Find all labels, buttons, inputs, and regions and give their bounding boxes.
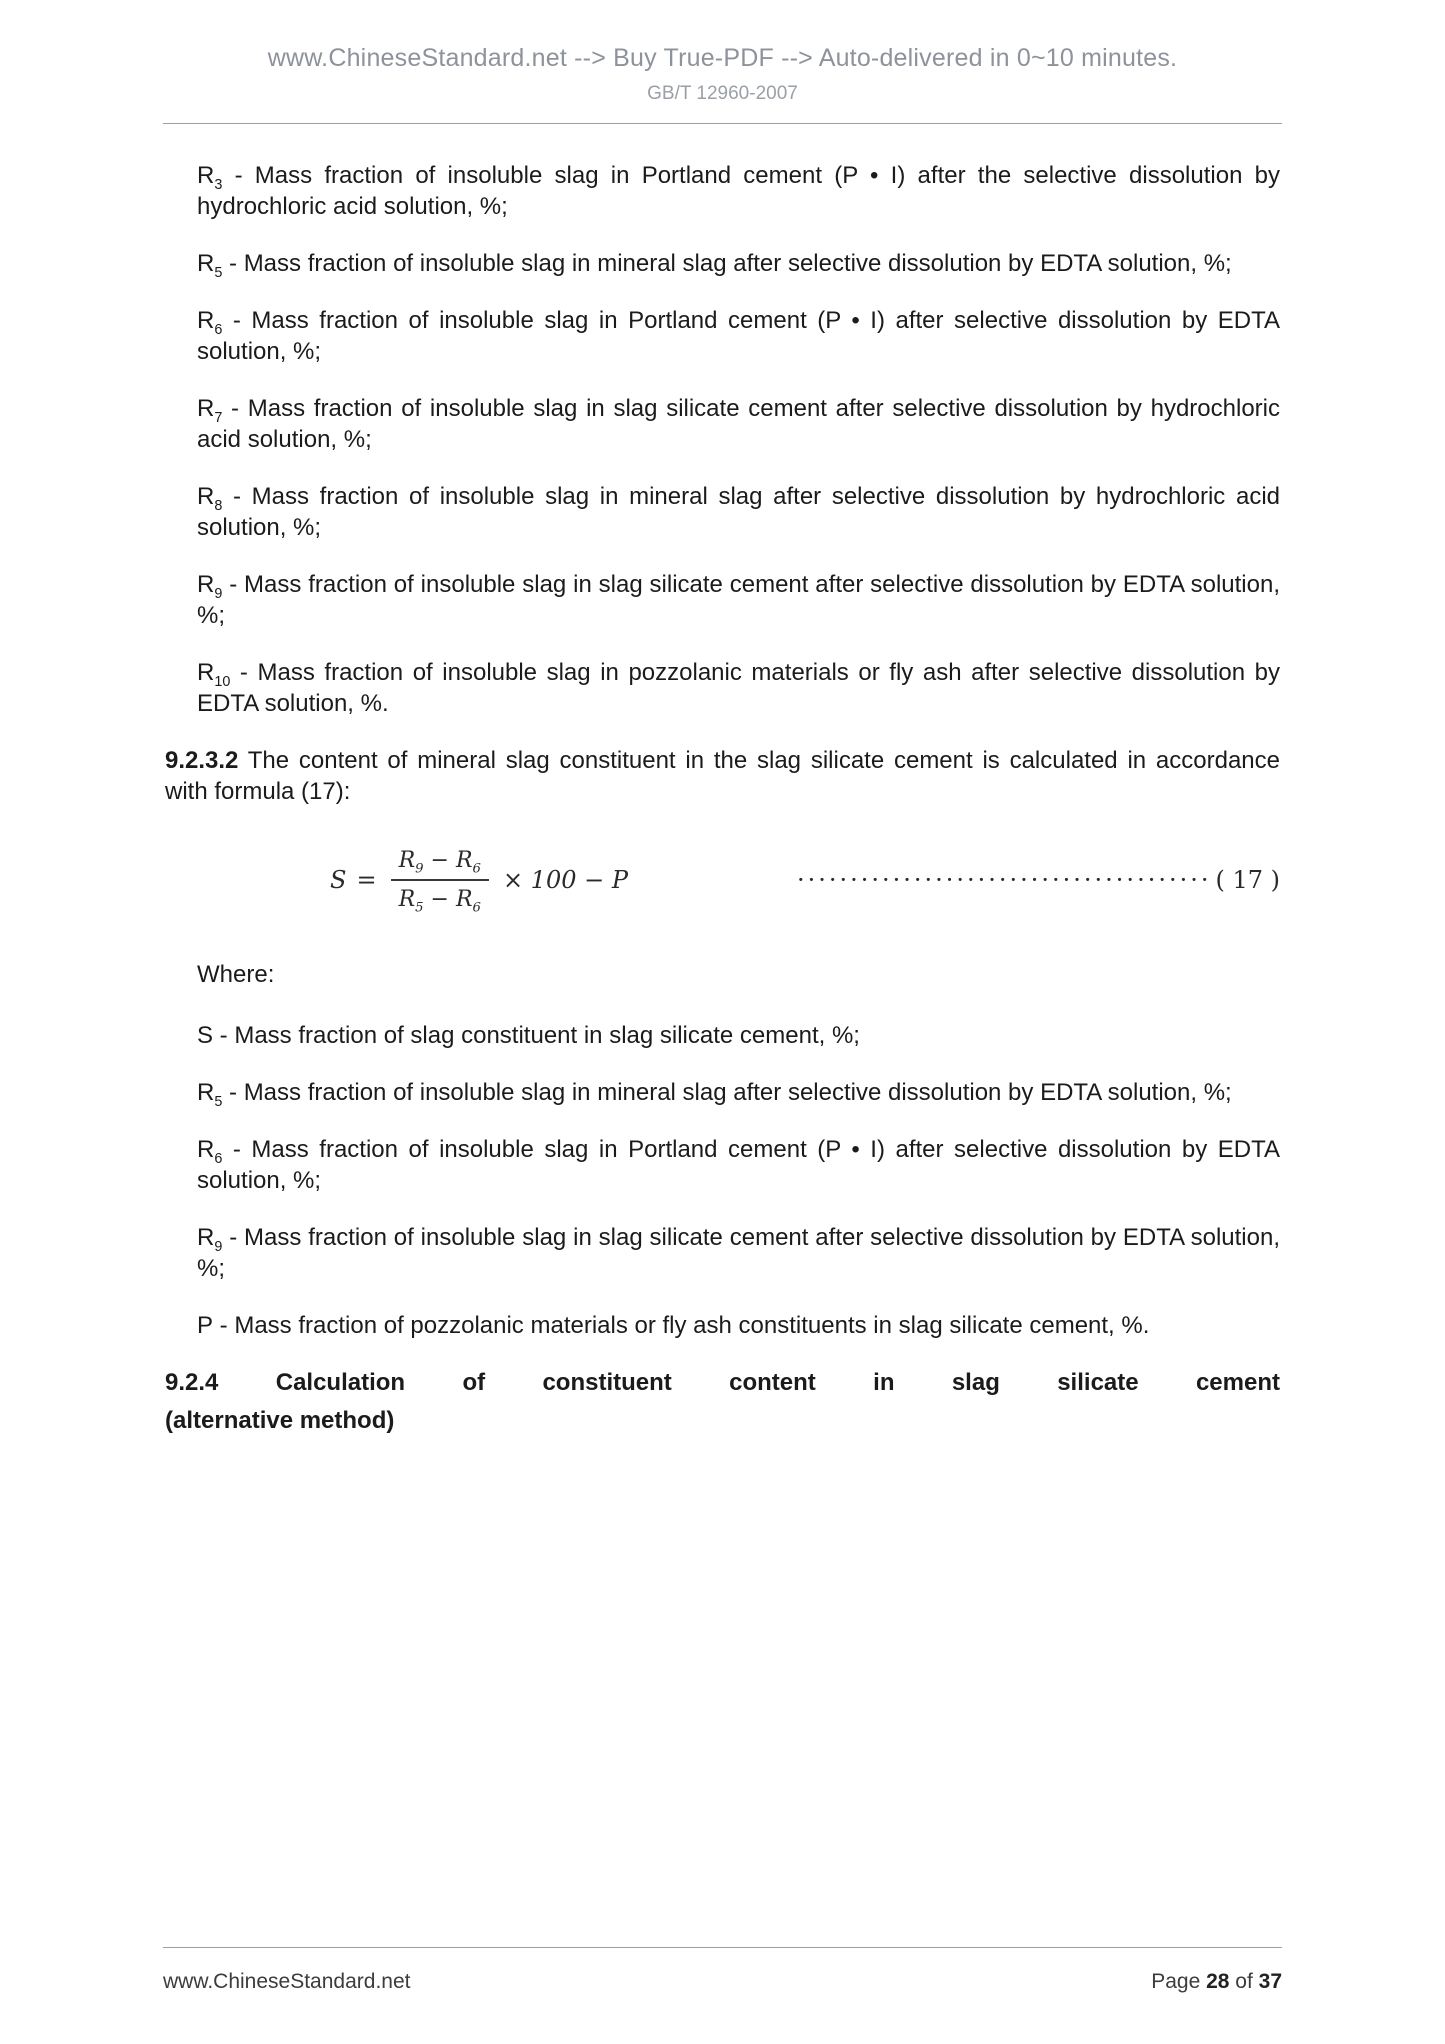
- dotted-leader: ·······································: [796, 865, 1212, 894]
- symbol: $R_8$: [197, 483, 223, 514]
- symbol: $R_9$: [197, 571, 223, 602]
- footer-site-link[interactable]: www.ChineseStandard.net: [163, 1970, 411, 1993]
- symbol: S: [197, 1022, 214, 1049]
- section-9-2-3-2-paragraph: 9.2.3.2 The content of mineral slag constituent in the slag silicate cement is calculated in accordance with formula (17):: [165, 747, 1280, 805]
- header-banner-text: www.ChineseStandard.net --> Buy True-PDF --> Auto-delivered in 0~10 minutes.: [267, 44, 1178, 72]
- header-rule: [163, 123, 1282, 124]
- fraction-denominator: $R_5 - R_6$: [398, 887, 481, 916]
- definition-item: $R_3$ - Mass fraction of insoluble slag in Portland cement (P • I) after the selective dissolution by hydrochloric acid solution, %;: [197, 162, 1280, 220]
- page-indicator: Page 28 of 37: [1151, 1970, 1282, 1993]
- section-9-2-4-heading: [165, 1367, 1280, 1436]
- definition-item: S - Mass fraction of slag constituent in slag silicate cement, %;: [197, 1022, 860, 1049]
- symbol: $R_3$: [197, 162, 223, 193]
- page-number: 28: [1206, 1970, 1230, 1993]
- section-number: 9.2.3.2: [165, 747, 239, 774]
- definition-item: $R_6$ - Mass fraction of insoluble slag in Portland cement (P • I) after selective dissolution by EDTA solution, %;: [197, 307, 1280, 365]
- definition-item: $R_{10}$ - Mass fraction of insoluble slag in pozzolanic materials or fly ash after selective dissolution by EDTA solution, %.: [197, 659, 1280, 717]
- fraction: [391, 845, 489, 915]
- definition-item: $R_8$ - Mass fraction of insoluble slag in mineral slag after selective dissolution by hydrochloric acid solution, %;: [197, 483, 1280, 541]
- document-body: [165, 160, 1280, 1436]
- page-total: 37: [1258, 1970, 1282, 1993]
- symbol: $R_6$: [197, 307, 223, 338]
- formula-expression: S = $\frac{R_9 - R_6}{R_5 - R_6}$ × 100 − P: [330, 845, 628, 915]
- heading-line-2: (alternative method): [165, 1407, 395, 1434]
- definition-item: $R_9$ - Mass fraction of insoluble slag in slag silicate cement after selective dissolution by EDTA solution, %;: [197, 1224, 1280, 1282]
- footer-rule: [163, 1947, 1282, 1948]
- where-label: Where:: [197, 961, 275, 988]
- formula-17-block: [330, 845, 1280, 915]
- definition-item: $R_5$ - Mass fraction of insoluble slag in mineral slag after selective dissolution by EDTA solution, %;: [197, 250, 1232, 281]
- symbol: $R_{10}$: [197, 659, 231, 690]
- document-code: GB/T 12960-2007: [647, 83, 798, 104]
- symbol: $R_5$: [197, 250, 223, 281]
- fraction-numerator: $R_9 - R_6$: [391, 845, 489, 881]
- definition-item: $R_9$ - Mass fraction of insoluble slag in slag silicate cement after selective dissolution by EDTA solution, %;: [197, 571, 1280, 629]
- definition-item: $R_5$ - Mass fraction of insoluble slag in mineral slag after selective dissolution by EDTA solution, %;: [197, 1079, 1232, 1110]
- page-header: [0, 0, 1445, 105]
- symbol: $R_5$: [197, 1079, 223, 1110]
- definition-item: $R_7$ - Mass fraction of insoluble slag in slag silicate cement after selective dissolution by hydrochloric acid solution, %;: [197, 395, 1280, 453]
- definition-item: P - Mass fraction of pozzolanic materials or fly ash constituents in slag silicate cement, %.: [197, 1312, 1150, 1339]
- symbol: $R_9$: [197, 1224, 223, 1255]
- heading-line-1: 9.2.4 Calculation of constituent content in slag silicate cement: [165, 1369, 1280, 1396]
- symbol: P: [197, 1312, 214, 1339]
- formula-number: ( 17 ): [1215, 865, 1280, 894]
- definition-item: $R_6$ - Mass fraction of insoluble slag in Portland cement (P • I) after selective dissolution by EDTA solution, %;: [197, 1136, 1280, 1194]
- page-footer: [163, 1947, 1282, 1994]
- symbol: $R_7$: [197, 395, 223, 426]
- symbol: $R_6$: [197, 1136, 223, 1167]
